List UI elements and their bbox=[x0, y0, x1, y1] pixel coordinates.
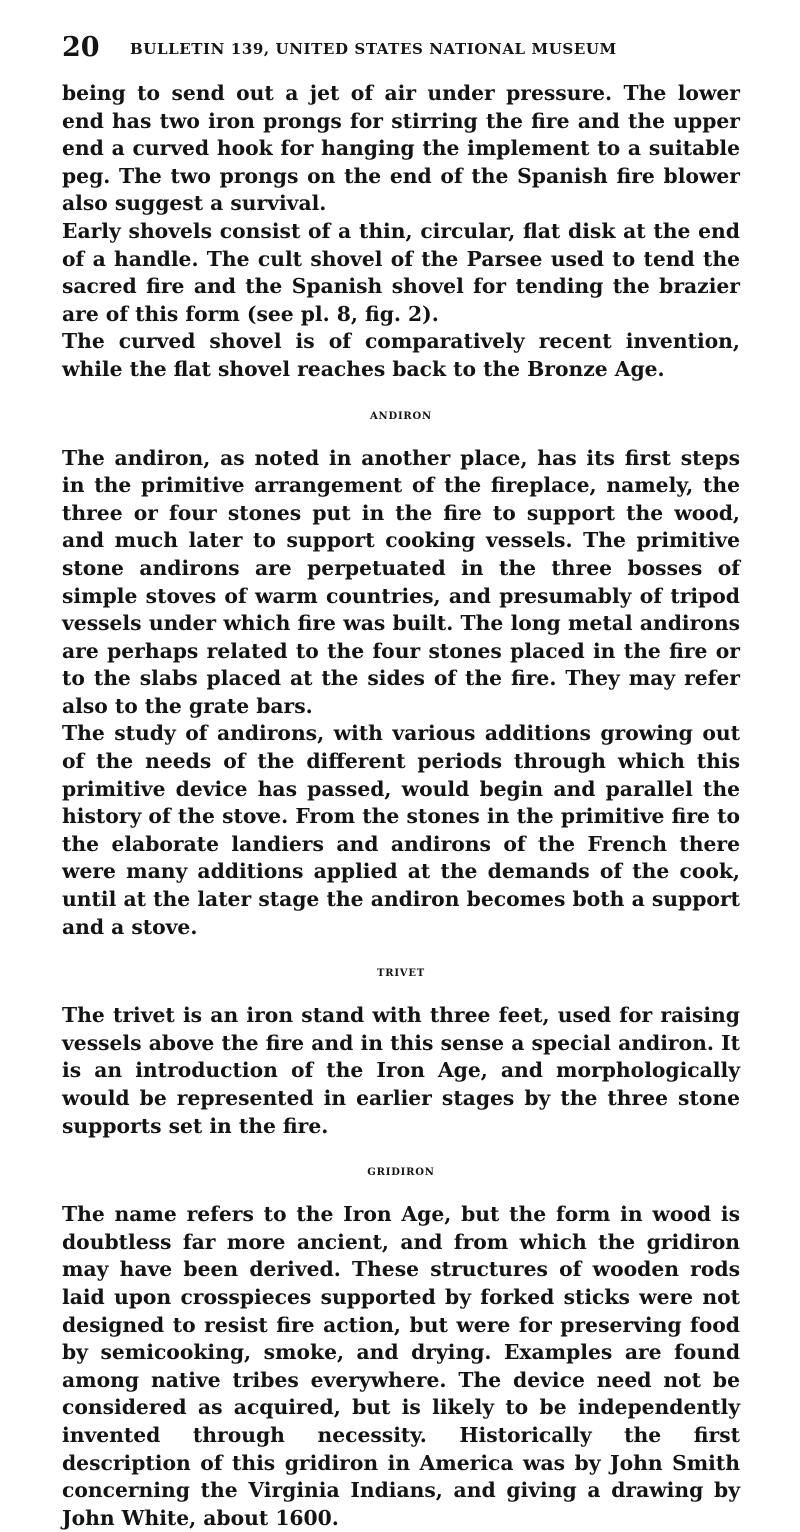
book-page bbox=[62, 30, 740, 1532]
paragraph: The study of andirons, with various additions growing out of the needs of the different periods through which this primitive device has passed, would begin and parallel the history of the stove. From the stones in the primitive fire to the elaborate landiers and andirons of the French there were many additions applied at the demands of the cook, until at the later stage the andiron becomes both a support and a stove. bbox=[62, 721, 740, 939]
section-heading-andiron: ANDIRON bbox=[369, 410, 432, 422]
section-heading-gridiron: GRIDIRON bbox=[367, 1167, 435, 1179]
body-text bbox=[62, 80, 740, 1532]
page-header bbox=[62, 30, 740, 70]
section-heading-trivet: TRIVET bbox=[376, 968, 426, 980]
running-head: BULLETIN 139, UNITED STATES NATIONAL MUSEUM bbox=[130, 40, 617, 58]
paragraph: The curved shovel is of comparatively recent invention, while the flat shovel reaches back to the Bronze Age. bbox=[62, 329, 740, 381]
page-number: 20 bbox=[62, 32, 100, 63]
paragraph: The name refers to the Iron Age, but the form in wood is doubtless far more ancient, and from which the gridiron may have been derived. These structures of wooden rods laid upon crosspieces supported by forked sticks were not designed to resist fire action, but were for preserving food by semicooking, smoke, and drying. Examples are found among native tribes everywhere. The device need not be considered as acquired, but is likely to be independently invented through necessity. Historically the first description of this gridiron in America was by John Smith concerning the Virginia Indians, and giving a drawing by John White, about 1600. bbox=[62, 1202, 740, 1530]
paragraph: Early shovels consist of a thin, circular, flat disk at the end of a handle. The cult shovel of the Parsee used to tend the sacred fire and the Spanish shovel for tending the brazier are of this form (see pl. 8, fig. 2). bbox=[62, 218, 740, 326]
paragraph: The andiron, as noted in another place, has its first steps in the primitive arrangement of the fireplace, namely, the three or four stones put in the fire to support the wood, and much later to support cooking vessels. The primitive stone andirons are perpetuated in the three bosses of simple stoves of warm countries, and presumably of tripod vessels under which fire was built. The long metal andirons are perhaps related to the four stones placed in the fire or to the slabs placed at the sides of the fire. They may refer also to the grate bars. bbox=[62, 445, 740, 718]
paragraph: The trivet is an iron stand with three feet, used for raising vessels above the fire and in this sense a special andiron. It is an introduction of the Iron Age, and morphologically would be represented in earlier stages by the three stone supports set in the fire. bbox=[62, 1003, 740, 1138]
paragraph: being to send out a jet of air under pressure. The lower end has two iron prongs for stirring the fire and the upper end a curved hook for hanging the implement to a suitable peg. The two prongs on the end of the Spanish fire blower also suggest a survival. bbox=[62, 81, 740, 216]
